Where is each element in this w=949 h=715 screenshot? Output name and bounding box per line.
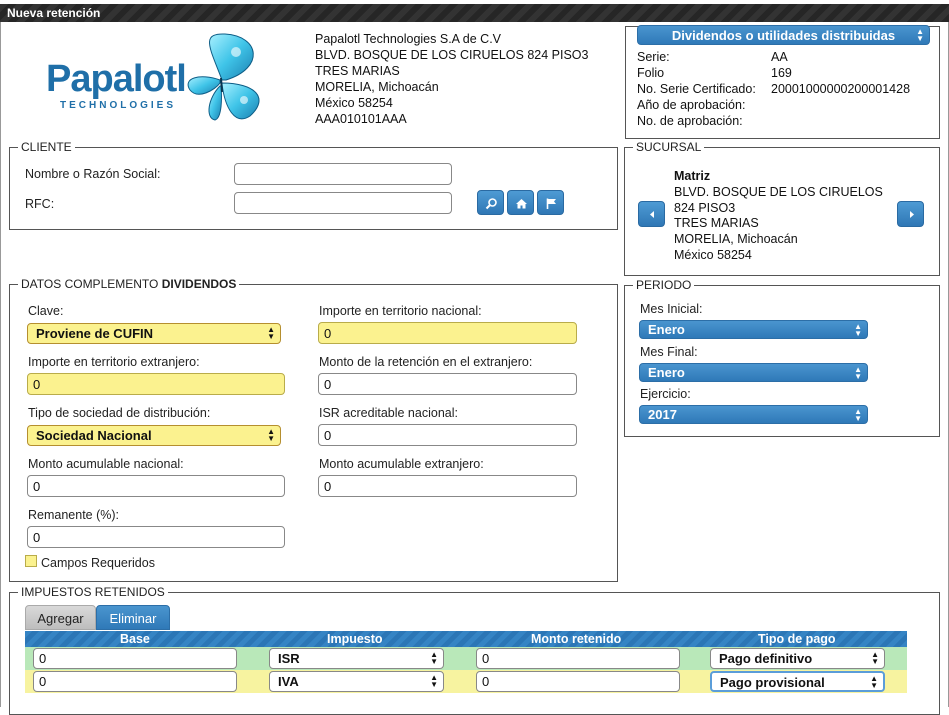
document-type-select[interactable]: [637, 25, 930, 45]
folio-label: Folio: [637, 66, 665, 80]
cliente-section: [9, 140, 618, 230]
row-monto-input[interactable]: [476, 671, 680, 692]
impuestos-table-header: [25, 631, 907, 647]
row-base-input[interactable]: [33, 648, 237, 669]
sucursal-next-button[interactable]: [897, 201, 924, 227]
required-swatch-icon: [25, 555, 37, 567]
importe-extranjero-input[interactable]: [27, 373, 285, 395]
mes-inicial-label: Mes Inicial:: [640, 302, 703, 316]
butterfly-icon: [170, 28, 280, 128]
document-type-value: Dividendos o utilidades distribuidas: [671, 28, 896, 43]
monto-ret-ext-label: Monto de la retención en el extranjero:: [319, 355, 533, 369]
ejercicio-value: 2017: [648, 407, 677, 422]
select-arrows-icon: ▲ ▼: [870, 674, 878, 690]
anio-aprobacion-label: Año de aprobación:: [637, 98, 746, 112]
rfc-input[interactable]: [234, 192, 452, 214]
remanente-input[interactable]: [27, 526, 285, 548]
clave-select[interactable]: [27, 323, 281, 344]
importe-extranjero-label: Importe en territorio extranjero:: [28, 355, 200, 369]
no-aprobacion-label: No. de aprobación:: [637, 114, 743, 128]
company-line: México 58254: [315, 96, 393, 110]
periodo-legend: PERIODO: [636, 278, 692, 292]
tipo-sociedad-select[interactable]: [27, 425, 281, 446]
col-monto-header: Monto retenido: [531, 632, 622, 646]
sucursal-legend: SUCURSAL: [636, 140, 702, 154]
mes-final-select[interactable]: [639, 363, 868, 382]
serie-label: Serie:: [637, 50, 670, 64]
row-tipo-value: Pago definitivo: [719, 651, 813, 666]
monto-acum-nac-label: Monto acumulable nacional:: [28, 457, 184, 471]
importe-nacional-input[interactable]: [318, 322, 577, 344]
home-icon: [515, 197, 528, 210]
search-client-button[interactable]: [477, 190, 504, 215]
sucursal-line: México 58254: [674, 248, 752, 262]
mes-inicial-select[interactable]: [639, 320, 868, 339]
row-monto-input[interactable]: [476, 648, 680, 669]
select-arrows-icon: ▲ ▼: [916, 27, 924, 43]
company-logo: [40, 28, 280, 128]
select-arrows-icon: ▲ ▼: [430, 673, 438, 689]
col-tipo-header: Tipo de pago: [758, 632, 836, 646]
importe-nacional-label: Importe en territorio nacional:: [319, 304, 482, 318]
certificado-label: No. Serie Certificado:: [637, 82, 756, 96]
select-arrows-icon: ▲ ▼: [854, 322, 862, 338]
tipo-sociedad-label: Tipo de sociedad de distribución:: [28, 406, 211, 420]
company-line: MORELIA, Michoacán: [315, 80, 439, 94]
mes-final-label: Mes Final:: [640, 345, 698, 359]
table-row: [25, 647, 907, 670]
table-row: [25, 670, 907, 693]
row-tipo-select[interactable]: [710, 648, 885, 669]
logo-name: Papalotl: [46, 58, 186, 100]
select-arrows-icon: ▲ ▼: [854, 407, 862, 423]
cliente-legend: CLIENTE: [21, 140, 72, 154]
dividendos-legend-prefix: DATOS COMPLEMENTO: [21, 277, 162, 291]
row-tipo-value: Pago provisional: [720, 675, 825, 690]
remanente-label: Remanente (%):: [28, 508, 120, 522]
certificado-value: 20001000000200001428: [771, 82, 911, 96]
select-arrows-icon: ▲ ▼: [267, 427, 275, 443]
nombre-input[interactable]: [234, 163, 452, 185]
row-base-input[interactable]: [33, 671, 237, 692]
company-line: BLVD. BOSQUE DE LOS CIRUELOS 824 PISO3: [315, 48, 589, 62]
sucursal-line: BLVD. BOSQUE DE LOS CIRUELOS: [674, 185, 883, 199]
sucursal-section: [624, 140, 940, 276]
chevron-left-icon: [646, 208, 659, 221]
logo-subtitle: TECHNOLOGIES: [60, 100, 177, 111]
row-impuesto-select[interactable]: [269, 648, 444, 669]
mes-inicial-value: Enero: [648, 322, 685, 337]
sucursal-line: TRES MARIAS: [674, 216, 759, 230]
dividendos-legend: [18, 277, 239, 291]
isr-acreditable-input[interactable]: [318, 424, 577, 446]
sucursal-prev-button[interactable]: [638, 201, 665, 227]
select-arrows-icon: ▲ ▼: [871, 650, 879, 666]
required-note: Campos Requeridos: [41, 556, 155, 570]
row-impuesto-select[interactable]: [269, 671, 444, 692]
monto-acum-ext-label: Monto acumulable extranjero:: [319, 457, 484, 471]
serie-value: AA: [771, 50, 788, 64]
select-arrows-icon: ▲ ▼: [854, 365, 862, 381]
company-line: TRES MARIAS: [315, 64, 400, 78]
monto-acum-ext-input[interactable]: [318, 475, 577, 497]
tab-agregar[interactable]: Agregar: [25, 605, 96, 630]
sucursal-line: 824 PISO3: [674, 201, 736, 215]
impuestos-legend: IMPUESTOS RETENIDOS: [21, 585, 165, 599]
flag-icon: [545, 197, 558, 210]
clave-value: Proviene de CUFIN: [36, 326, 154, 341]
tab-eliminar[interactable]: Eliminar: [96, 605, 170, 630]
document-type-box: [625, 26, 940, 139]
home-client-button[interactable]: [507, 190, 534, 215]
folio-value: 169: [771, 66, 792, 80]
chevron-right-icon: [905, 208, 918, 221]
window-title: Nueva retención: [0, 4, 949, 22]
select-arrows-icon: ▲ ▼: [430, 650, 438, 666]
monto-ret-ext-input[interactable]: [318, 373, 577, 395]
tipo-sociedad-value: Sociedad Nacional: [36, 428, 152, 443]
col-base-header: Base: [120, 632, 150, 646]
search-icon: [485, 197, 498, 210]
sucursal-line: MORELIA, Michoacán: [674, 232, 798, 246]
sucursal-name: Matriz: [674, 169, 711, 183]
ejercicio-select[interactable]: [639, 405, 868, 424]
select-arrows-icon: ▲ ▼: [267, 325, 275, 341]
mes-final-value: Enero: [648, 365, 685, 380]
row-impuesto-value: ISR: [278, 651, 300, 666]
company-line: Papalotl Technologies S.A de C.V: [315, 32, 502, 46]
nombre-label: Nombre o Razón Social:: [25, 167, 161, 181]
dividendos-legend-bold: DIVIDENDOS: [161, 277, 237, 291]
row-impuesto-value: IVA: [278, 674, 299, 689]
monto-acum-nac-input[interactable]: [27, 475, 285, 497]
flag-client-button[interactable]: [537, 190, 564, 215]
rfc-label: RFC:: [25, 197, 55, 211]
company-line: AAA010101AAA: [315, 112, 407, 126]
isr-acreditable-label: ISR acreditable nacional:: [319, 406, 458, 420]
ejercicio-label: Ejercicio:: [640, 387, 691, 401]
col-impuesto-header: Impuesto: [327, 632, 383, 646]
clave-label: Clave:: [28, 304, 64, 318]
row-tipo-select[interactable]: [710, 671, 885, 692]
